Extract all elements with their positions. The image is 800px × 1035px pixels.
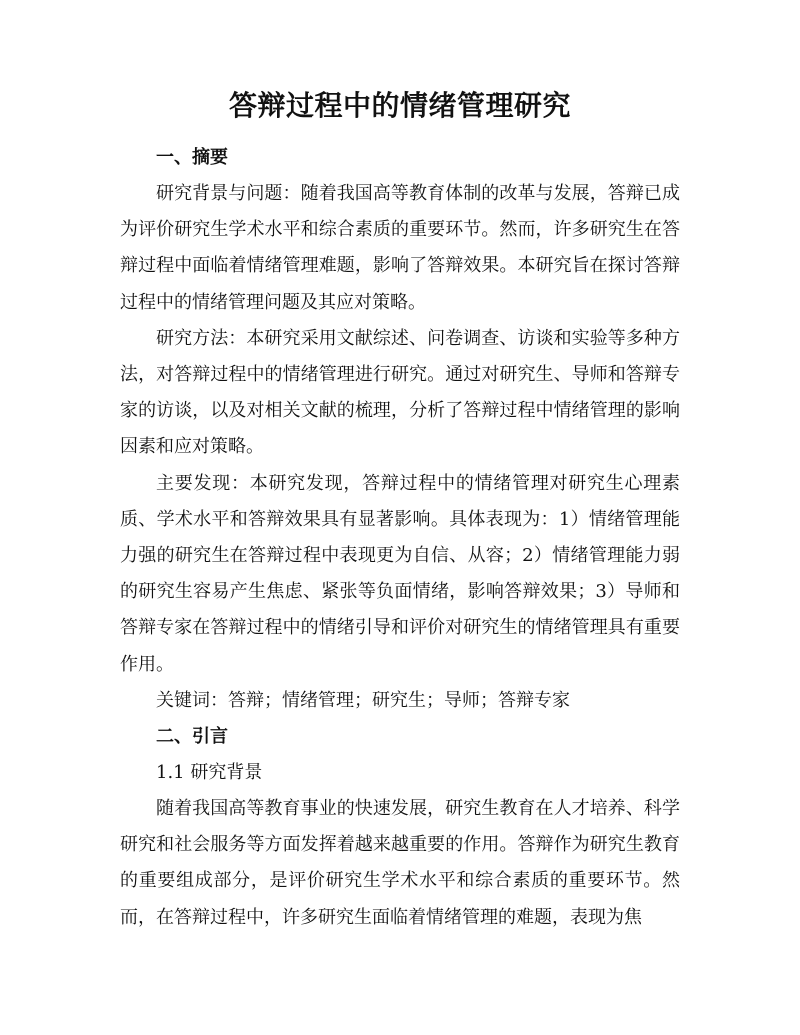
abstract-methods-paragraph: 研究方法：本研究采用文献综述、问卷调查、访谈和实验等多种方法，对答辩过程中的情绪管理进行研究。通过对研究生、导师和答辩专家的访谈，以及对相关文献的梳理，分析了答辩过程中情绪管理的影响因素和应对策略。 — [120, 327, 680, 458]
abstract-background-paragraph: 研究背景与问题：随着我国高等教育体制的改革与发展，答辩已成为评价研究生学术水平和综合素质的重要环节。然而，许多研究生在答辩过程中面临着情绪管理难题，影响了答辩效果。本研究旨在探讨答辩过程中的情绪管理问题及其应对策略。 — [120, 183, 680, 313]
section-heading-introduction: 二、引言 — [156, 726, 228, 748]
introduction-paragraph: 随着我国高等教育事业的快速发展，研究生教育在人才培养、科学研究和社会服务等方面发挥着越来越重要的作用。答辩作为研究生教育的重要组成部分，是评价研究生学术水平和综合素质的重要环节。然而，在答辩过程中，许多研究生面临着情绪管理的难题，表现为焦 — [120, 798, 680, 928]
section-heading-abstract: 一、摘要 — [156, 147, 228, 168]
document-title: 答辩过程中的情绪管理研究 — [228, 89, 571, 122]
keywords-line: 关键词：答辩；情绪管理；研究生；导师；答辩专家 — [156, 689, 570, 711]
subsection-heading-background: 1.1 研究背景 — [156, 762, 263, 784]
abstract-findings-paragraph: 主要发现：本研究发现，答辩过程中的情绪管理对研究生心理素质、学术水平和答辩效果具有显著影响。具体表现为：1）情绪管理能力强的研究生在答辩过程中表现更为自信、从容；2）情绪管理能力弱的研究生容易产生焦虑、紧张等负面情绪，影响答辩效果；3）导师和答辩专家在答辩过程中的情绪引导和评价对研究生的情绪管理具有重要作用。 — [120, 472, 680, 675]
